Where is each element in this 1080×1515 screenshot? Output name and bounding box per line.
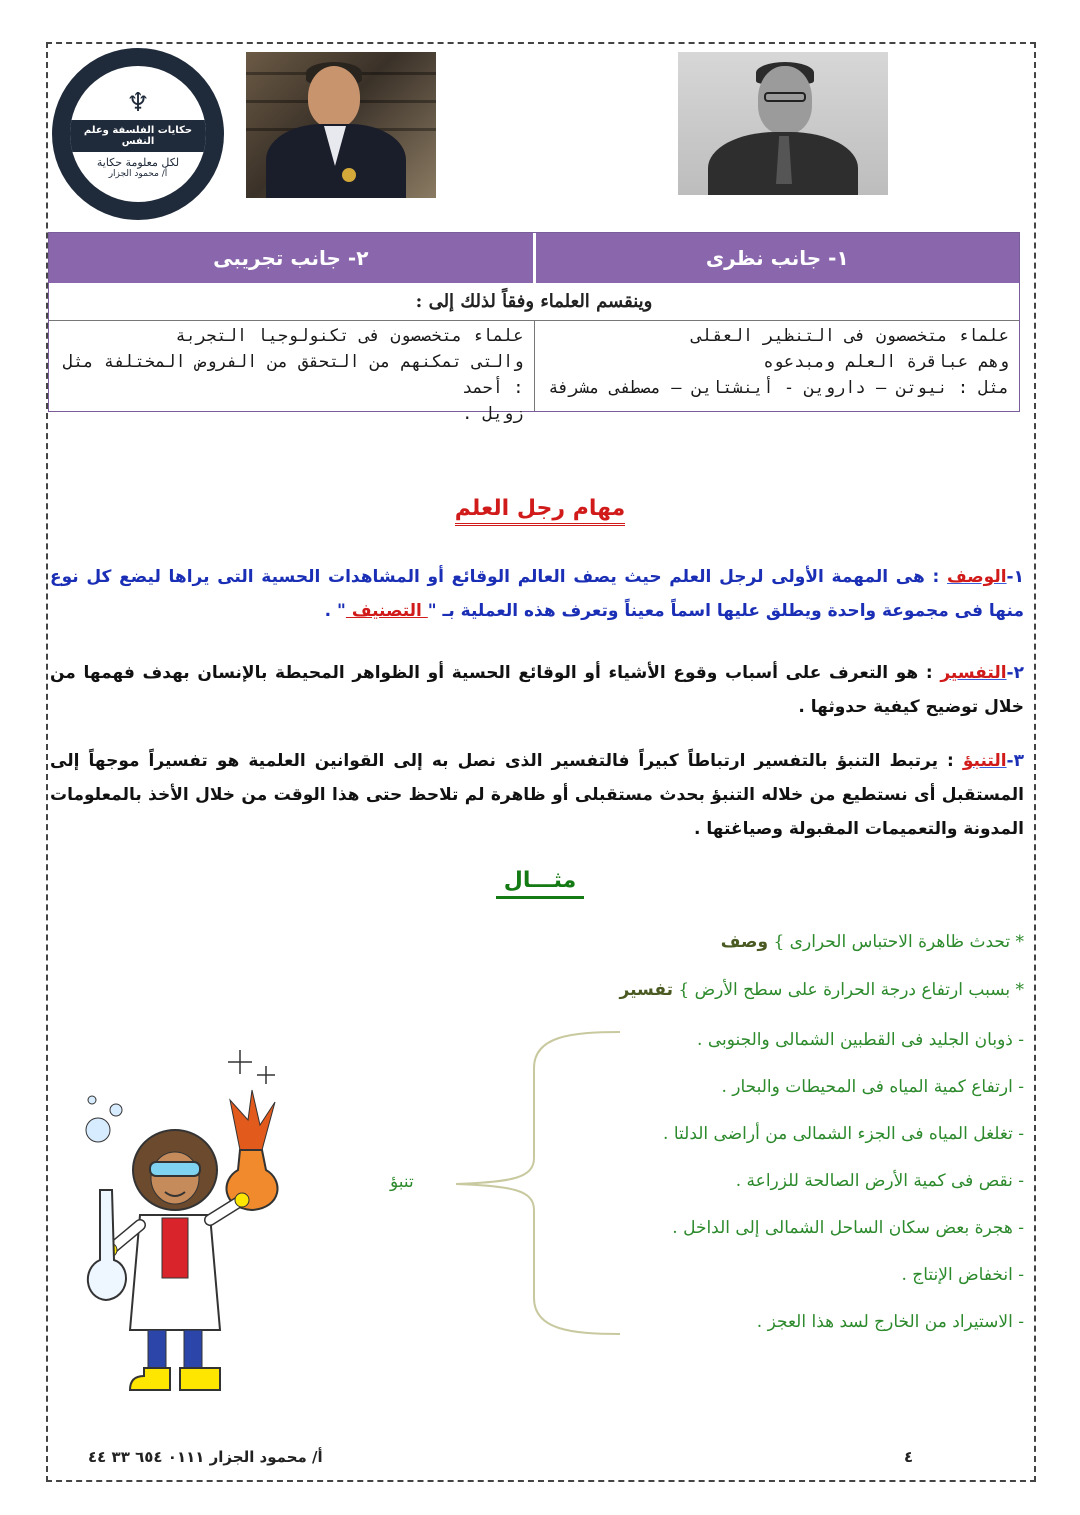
logo-subtitle: لكل معلومة حكاية [96, 155, 180, 169]
experimental-line: والتى تمكنهم من التحقق من الفروض المختلفة مثل : أحمد [62, 352, 524, 398]
scientist-cartoon-image [70, 1040, 290, 1410]
trident-icon: ♆ [126, 87, 150, 118]
example-title: مثـــال [0, 868, 1080, 893]
term-explanation: التفسير [940, 663, 1007, 683]
header-theoretical: ١- جانب نظرى [533, 233, 1020, 283]
term-classification: التصنيف [345, 601, 428, 621]
footer-author-contact: أ/ محمود الجزار ٠١١١ ٦٥٤ ٣٣ ٤٤ [88, 1448, 323, 1466]
tag-description: وصف [720, 932, 769, 952]
term-prediction: التنبؤ [962, 751, 1007, 771]
prediction-item: - ارتفاع كمية المياه فى المحيطات والبحار . [721, 1077, 1024, 1097]
logo-author: أ/ محمود الجزار [108, 168, 168, 179]
photo-ahmed-zewail [246, 52, 436, 198]
task-prediction: ٣-التنبؤ : يرتبط التنبؤ بالتفسير ارتباطاً كبيراً فالتفسير الذى نصل به إلى القوانين العلمية هو تفسيراً موجهاً إلى المستقبل أى نستطيع من خلاله التنبؤ بحدث مستقبلى أو ظاهرة لم تلاحظ حتى هذا الوقت من خلال الأخذ بالمعلومات المدونة والتعميمات المقبولة وصياغتها . [50, 751, 1024, 839]
table-subheader: وينقسم العلماء وفقاً لذلك إلى : [49, 283, 1019, 321]
prediction-item: - ذوبان الجليد فى القطبين الشمالى والجنوبى . [697, 1030, 1024, 1050]
example-line-explanation: * بسبب ارتفاع درجة الحرارة على سطح الأرض } تفسير [619, 980, 1024, 1000]
section-title: مهام رجل العلم [0, 496, 1080, 521]
experimental-line: زويل . [462, 404, 524, 424]
table-header [49, 233, 1019, 283]
footer-page-number: ٤ [904, 1448, 914, 1466]
prediction-item: - الاستيراد من الخارج لسد هذا العجز . [756, 1312, 1024, 1332]
example-line-description: * تحدث ظاهرة الاحتباس الحرارى } وصف [720, 932, 1024, 952]
header-experimental: ٢- جانب تجريبى [213, 246, 369, 270]
term-description: الوصف [947, 567, 1007, 587]
theoretical-line: وهم عباقرة العلم ومبدعوه [763, 352, 1009, 372]
prediction-item: - تغلغل المياه فى الجزء الشمالى من أراضى الدلتا . [663, 1124, 1024, 1144]
prediction-item: - نقص فى كمية الأرض الصالحة للزراعة . [735, 1171, 1024, 1191]
channel-logo [52, 48, 224, 220]
task-description: ١-الوصف : هى المهمة الأولى لرجل العلم حيث يصف العالم الوقائع أو المشاهدات الحسية التى يراها ليضع كل نوع منها فى مجموعة واحدة ويطلق عليها اسماً معيناً وتعرف هذه العملية بـ " التصنيف " . [50, 567, 1024, 621]
brace-label-prediction: تنبؤ [390, 1172, 414, 1192]
theoretical-line: علماء متخصصون فى التنظير العقلى [691, 326, 1009, 346]
task-explanation: ٢-التفسير : هو التعرف على أسباب وقوع الأشياء أو الوقائع الحسية أو الظواهر المحيطة بالإنسان بهدف فهمها من خلال توضيح كيفية حدوثها . [50, 663, 1024, 717]
photo-mostafa-mosharafa [678, 52, 888, 195]
prediction-item: - انخفاض الإنتاج . [901, 1265, 1024, 1285]
tag-explanation: تفسير [619, 980, 673, 1000]
logo-band-text: حكايات الفلسفة وعلم النفس [70, 120, 206, 152]
table-body [49, 321, 1019, 424]
scientists-sides-table [48, 232, 1020, 424]
experimental-cell [49, 321, 534, 424]
theoretical-cell [534, 321, 1020, 411]
medal-icon [342, 168, 356, 182]
curly-brace-icon [452, 1028, 622, 1338]
theoretical-line: مثل : نيوتن – داروين - أينشتاين – مصطفى مشرفة [548, 378, 1009, 398]
prediction-item: - هجرة بعض سكان الساحل الشمالى إلى الداخل . [672, 1218, 1024, 1238]
experimental-line: علماء متخصصون فى تكنولوجيا التجربة [175, 326, 524, 346]
